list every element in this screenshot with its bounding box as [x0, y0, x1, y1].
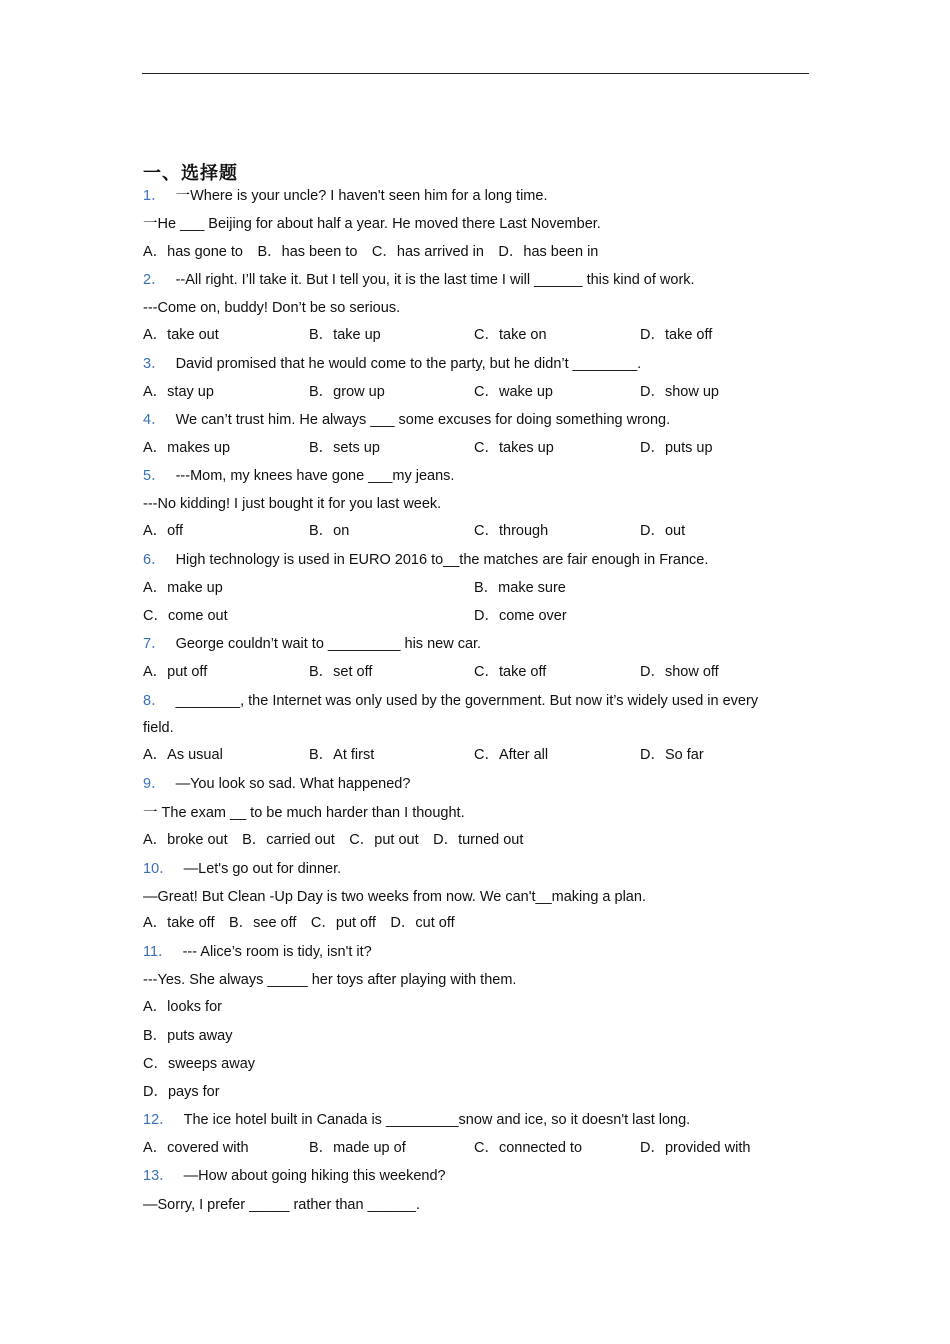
question-number: 3．: [143, 356, 166, 372]
question-7-option-d: D．show off: [640, 664, 719, 680]
question-2-option-b: B．take up: [309, 327, 381, 343]
question-number: 10．: [143, 861, 174, 877]
question-2-reply: ---Come on, buddy! Don’t be so serious.: [143, 300, 401, 316]
question-number: 13．: [143, 1168, 174, 1184]
question-3-option-b: B．grow up: [309, 384, 385, 400]
question-7-option-c: C．take off: [474, 664, 547, 680]
question-11-option-c: C．sweeps away: [143, 1056, 256, 1072]
question-11-option-b: B．puts away: [143, 1028, 233, 1044]
question-number: 1．: [143, 188, 166, 204]
question-5-option-d: D．out: [640, 523, 686, 539]
question-1-options: A．has gone to B．has been to C．has arrived in D．has been in: [143, 244, 599, 260]
question-11-option-a: A．looks for: [143, 999, 222, 1015]
question-8-option-a: A．As usual: [143, 747, 223, 763]
question-2-stem: 2． --All right. I’ll take it. But I tell you, it is the last time I will ______ this kind of work.: [143, 272, 695, 288]
question-4-option-d: D．puts up: [640, 440, 713, 456]
question-11-option-d: D．pays for: [143, 1084, 220, 1100]
question-6-option-b: B．make sure: [474, 580, 566, 596]
question-4-option-a: A．makes up: [143, 440, 231, 456]
question-2-option-d: D．take off: [640, 327, 713, 343]
question-12-option-d: D．provided with: [640, 1140, 751, 1156]
question-9-options: A．broke out B．carried out C．put out D．turned out: [143, 832, 524, 848]
question-6-stem: 6． High technology is used in EURO 2016 to__the matches are fair enough in France.: [143, 552, 709, 568]
question-number: 9．: [143, 776, 166, 792]
question-12-option-c: C．connected to: [474, 1140, 583, 1156]
header-rule: [142, 73, 809, 74]
question-11-stem: 11． --- Alice’s room is tidy, isn't it?: [143, 944, 372, 960]
question-7-option-b: B．set off: [309, 664, 373, 680]
question-2-option-c: C．take on: [474, 327, 547, 343]
question-5-reply: ---No kidding! I just bought it for you last week.: [143, 496, 442, 512]
question-4-option-c: C．takes up: [474, 440, 554, 456]
question-number: 12．: [143, 1112, 174, 1128]
question-12-stem: 12． The ice hotel built in Canada is _________snow and ice, so it doesn't last long.: [143, 1112, 691, 1128]
question-1-stem: 1． 一Where is your uncle? I haven't seen him for a long time.: [143, 188, 548, 204]
question-10-options: A．take off B．see off C．put off D．cut off: [143, 915, 455, 931]
question-5-option-a: A．off: [143, 523, 184, 539]
question-8-option-d: D．So far: [640, 747, 704, 763]
section-title: 一、选择题: [143, 163, 238, 184]
question-10-reply: —Great! But Clean -Up Day is two weeks from now. We can't__making a plan.: [143, 889, 646, 905]
question-5-option-c: C．through: [474, 523, 549, 539]
question-number: 11．: [143, 944, 173, 960]
question-9-stem: 9． —You look so sad. What happened?: [143, 776, 411, 792]
question-4-stem: 4． We can’t trust him. He always ___ some excuses for doing something wrong.: [143, 412, 671, 428]
question-13-stem: 13． —How about going hiking this weekend?: [143, 1168, 446, 1184]
question-11-reply: ---Yes. She always _____ her toys after playing with them.: [143, 972, 517, 988]
question-3-stem: 3． David promised that he would come to the party, but he didn’t ________.: [143, 356, 642, 372]
question-2-option-a: A．take out: [143, 327, 219, 343]
question-6-option-d: D．come over: [474, 608, 567, 624]
question-5-stem: 5． ---Mom, my knees have gone ___my jeans.: [143, 468, 455, 484]
question-6-option-a: A．make up: [143, 580, 223, 596]
question-3-option-d: D．show up: [640, 384, 719, 400]
question-8-option-c: C．After all: [474, 747, 549, 763]
question-7-option-a: A．put off: [143, 664, 208, 680]
question-number: 7．: [143, 636, 166, 652]
question-number: 8．: [143, 693, 166, 709]
question-number: 5．: [143, 468, 166, 484]
question-8-stem-cont: field.: [143, 720, 174, 736]
question-12-option-a: A．covered with: [143, 1140, 249, 1156]
question-5-option-b: B．on: [309, 523, 350, 539]
question-7-stem: 7． George couldn’t wait to _________ his new car.: [143, 636, 482, 652]
question-3-option-c: C．wake up: [474, 384, 553, 400]
question-8-option-b: B．At first: [309, 747, 375, 763]
question-3-option-a: A．stay up: [143, 384, 214, 400]
question-10-stem: 10． —Let's go out for dinner.: [143, 861, 342, 877]
question-9-reply: 一 The exam __ to be much harder than I thought.: [143, 805, 465, 821]
question-8-stem: 8． ________, the Internet was only used by the government. But now it’s widely used in every: [143, 693, 759, 709]
question-1-reply: 一He ___ Beijing for about half a year. He moved there Last November.: [143, 216, 601, 232]
question-number: 6．: [143, 552, 166, 568]
question-number: 4．: [143, 412, 166, 428]
question-4-option-b: B．sets up: [309, 440, 380, 456]
question-6-option-c: C．come out: [143, 608, 228, 624]
question-number: 2．: [143, 272, 166, 288]
question-12-option-b: B．made up of: [309, 1140, 406, 1156]
question-13-reply: —Sorry, I prefer _____ rather than ______.: [143, 1197, 421, 1213]
